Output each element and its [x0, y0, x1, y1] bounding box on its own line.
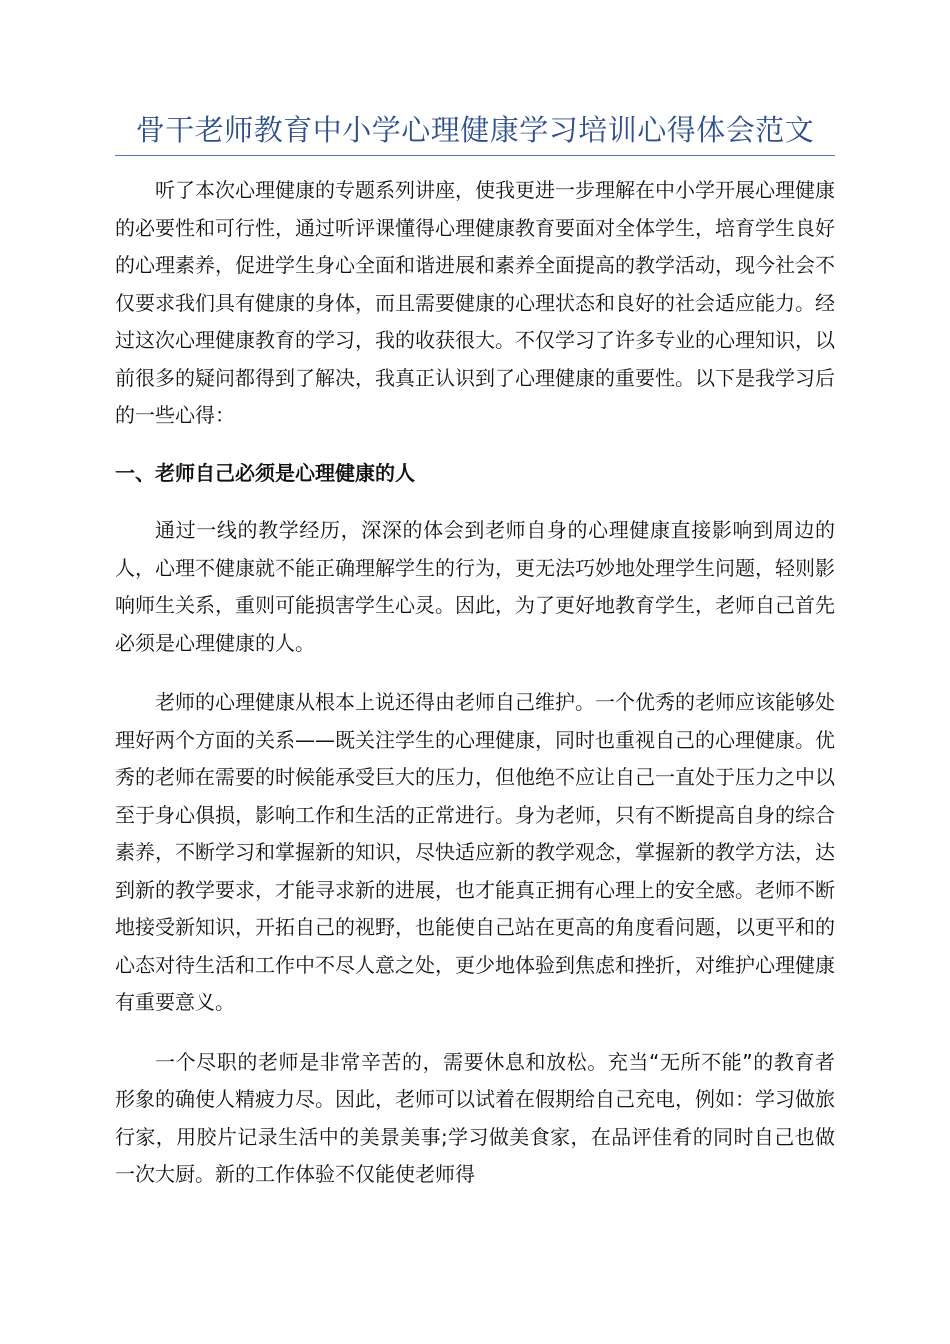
section-heading: 一、老师自己必须是心理健康的人 [115, 460, 415, 485]
body-paragraph-2: 老师的心理健康从根本上说还得由老师自己维护。一个优秀的老师应该能够处理好两个方面的关系——既关注学生的心理健康，同时也重视自己的心理健康。优秀的老师在需要的时候能承受巨大的压力，但他绝不应让自己一直处于压力之中以至于身心俱损，影响工作和生活的正常进行。身为老师，只有不断提高自身的综合素养，不断学习和掌握新的知识，尽快适应新的教学观念，掌握新的教学方法，达到新的教学要求，才能寻求新的进展，也才能真正拥有心理上的安全感。老师不断地接受新知识，开拓自己的视野，也能使自己站在更高的角度看问题，以更平和的心态对待生活和工作中不尽人意之处，更少地体验到焦虑和挫折，对维护心理健康有重要意义。 [115, 690, 835, 1014]
body-paragraph-1: 通过一线的教学经历，深深的体会到老师自身的心理健康直接影响到周边的人，心理不健康就不能正确理解学生的行为，更无法巧妙地处理学生问题，轻则影响师生关系，重则可能损害学生心灵。因此，为了更好地教育学生，老师自己首先必须是心理健康的人。 [115, 518, 835, 655]
title-underline [115, 155, 835, 156]
document-title: 骨干老师教育中小学心理健康学习培训心得体会范文 [135, 113, 815, 147]
body-paragraph-3: 一个尽职的老师是非常辛苦的，需要休息和放松。充当“无所不能”的教育者形象的确使人精疲力尽。因此，老师可以试着在假期给自己充电，例如：学习做旅行家，用胶片记录生活中的美景美事;学习做美食家，在品评佳肴的同时自己也做一次大厨。新的工作体验不仅能使老师得 [115, 1049, 835, 1186]
intro-paragraph: 听了本次心理健康的专题系列讲座，使我更进一步理解在中小学开展心理健康的必要性和可行性，通过听评课懂得心理健康教育要面对全体学生，培育学生良好的心理素养，促进学生身心全面和谐进展和素养全面提高的教学活动，现今社会不仅要求我们具有健康的身体，而且需要健康的心理状态和良好的社会适应能力。经过这次心理健康教育的学习，我的收获很大。不仅学习了许多专业的心理知识，以前很多的疑问都得到了解决，我真正认识到了心理健康的重要性。以下是我学习后的一些心得： [115, 178, 835, 427]
document-body [115, 172, 835, 1194]
